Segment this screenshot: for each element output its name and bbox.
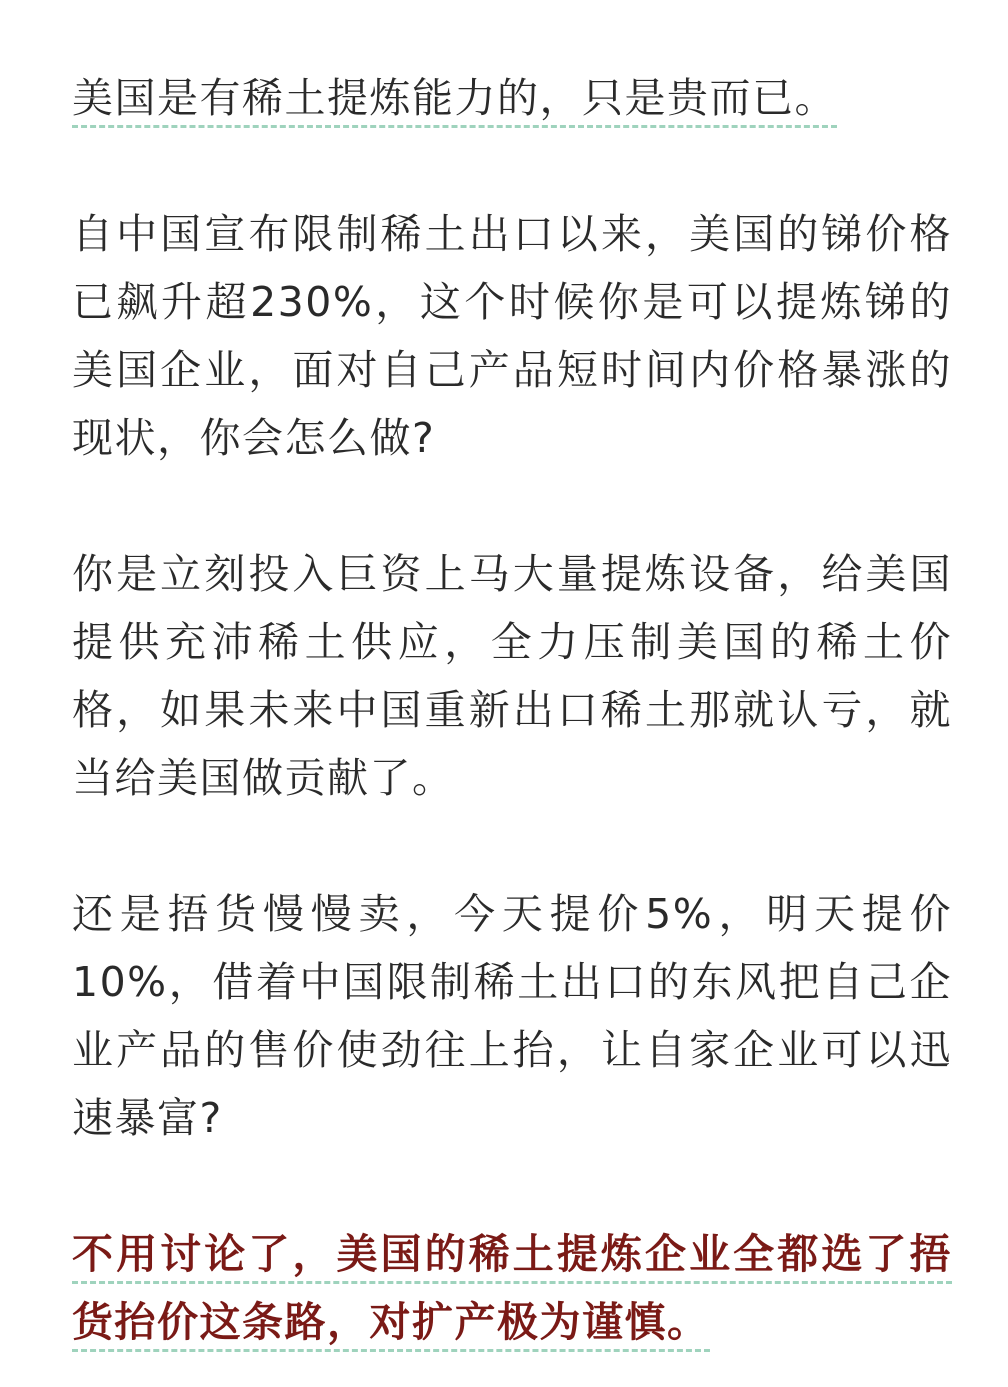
lead-sentence: 美国是有稀土提炼能力的，只是贵而已。 <box>72 74 837 128</box>
paragraph-lead <box>72 64 952 132</box>
paragraph-spacer <box>72 472 952 540</box>
paragraph-spacer <box>72 812 952 880</box>
conclusion-text: 不用讨论了，美国的稀土提炼企业全都选了捂货抬价这条路，对扩产极为谨慎。 <box>72 1230 952 1352</box>
paragraph-spacer <box>72 1152 952 1220</box>
paragraph-antimony-price: 自中国宣布限制稀土出口以来，美国的锑价格已飙升超230%，这个时候你是可以提炼锑的美国企业，面对自己产品短时间内价格暴涨的现状，你会怎么做? <box>72 210 952 462</box>
article-body <box>72 64 952 1356</box>
paragraph-option-hoard: 还是捂货慢慢卖，今天提价5%，明天提价10%，借着中国限制稀土出口的东风把自己企业产品的售价使劲往上抬，让自家企业可以迅速暴富? <box>72 890 952 1142</box>
paragraph-conclusion <box>72 1220 952 1356</box>
paragraph-option-expand: 你是立刻投入巨资上马大量提炼设备，给美国提供充沛稀土供应，全力压制美国的稀土价格，如果未来中国重新出口稀土那就认亏，就当给美国做贡献了。 <box>72 550 952 802</box>
paragraph-spacer <box>72 132 952 200</box>
